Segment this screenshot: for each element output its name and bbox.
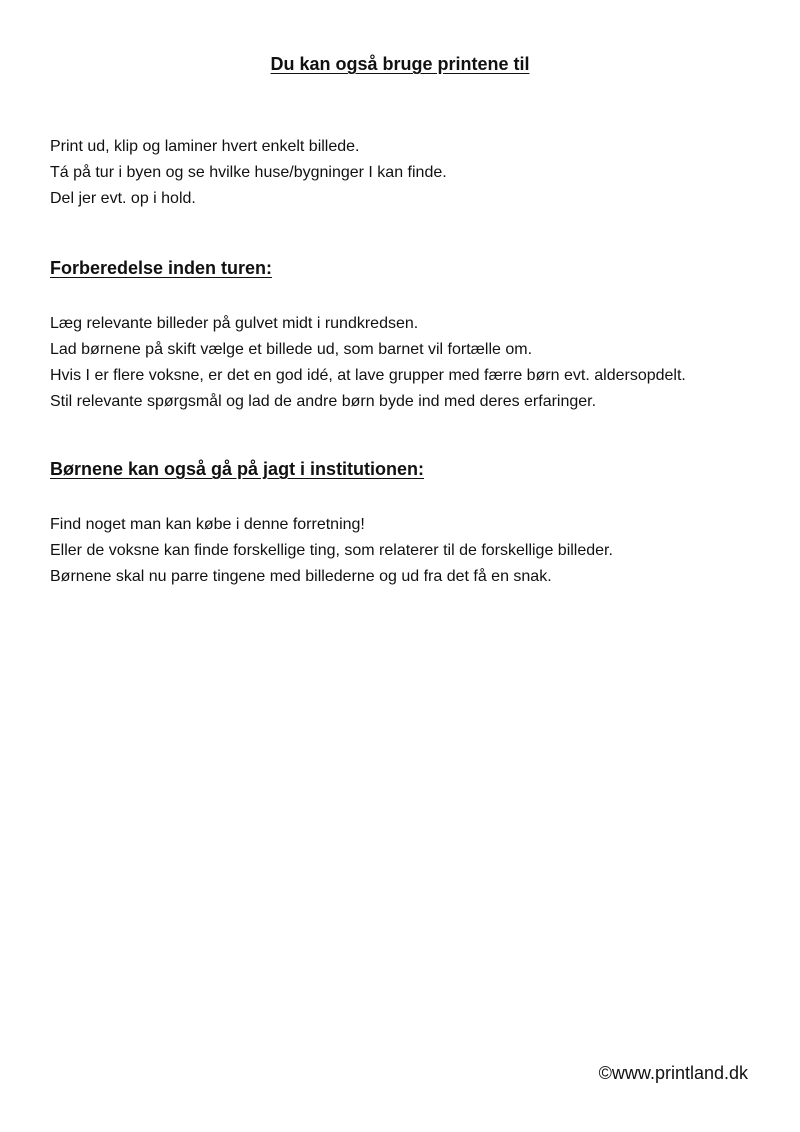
preparation-line: Læg relevante billeder på gulvet midt i rundkredsen. <box>50 315 419 332</box>
copyright-footer: ©www.printland.dk <box>598 1063 748 1083</box>
intro-line: Del jer evt. op i hold. <box>50 190 196 207</box>
hunt-line: Børnene skal nu parre tingene med billederne og ud fra det få en snak. <box>50 568 552 585</box>
hunt-paragraph <box>50 512 770 590</box>
preparation-paragraph <box>50 311 770 415</box>
preparation-line: Hvis I er flere voksne, er det en god idé, at lave grupper med færre børn evt. aldersopdelt. <box>50 367 686 384</box>
page-title: Du kan også bruge printene til <box>270 54 530 74</box>
preparation-line: Lad børnene på skift vælge et billede ud, som barnet vil fortælle om. <box>50 341 533 358</box>
hunt-line: Eller de voksne kan finde forskellige ting, som relaterer til de forskellige billeder. <box>50 542 613 559</box>
preparation-line: Stil relevante spørgsmål og lad de andre børn byde ind med deres erfaringer. <box>50 393 597 410</box>
hunt-line: Find noget man kan købe i denne forretning! <box>50 516 365 533</box>
section-heading-preparation: Forberedelse inden turen: <box>50 258 273 278</box>
intro-line: Print ud, klip og laminer hvert enkelt billede. <box>50 138 360 155</box>
section-heading-hunt: Børnene kan også gå på jagt i institutionen: <box>50 459 425 479</box>
intro-line: Tá på tur i byen og se hvilke huse/bygninger I kan finde. <box>50 164 447 181</box>
intro-paragraph <box>50 134 770 212</box>
